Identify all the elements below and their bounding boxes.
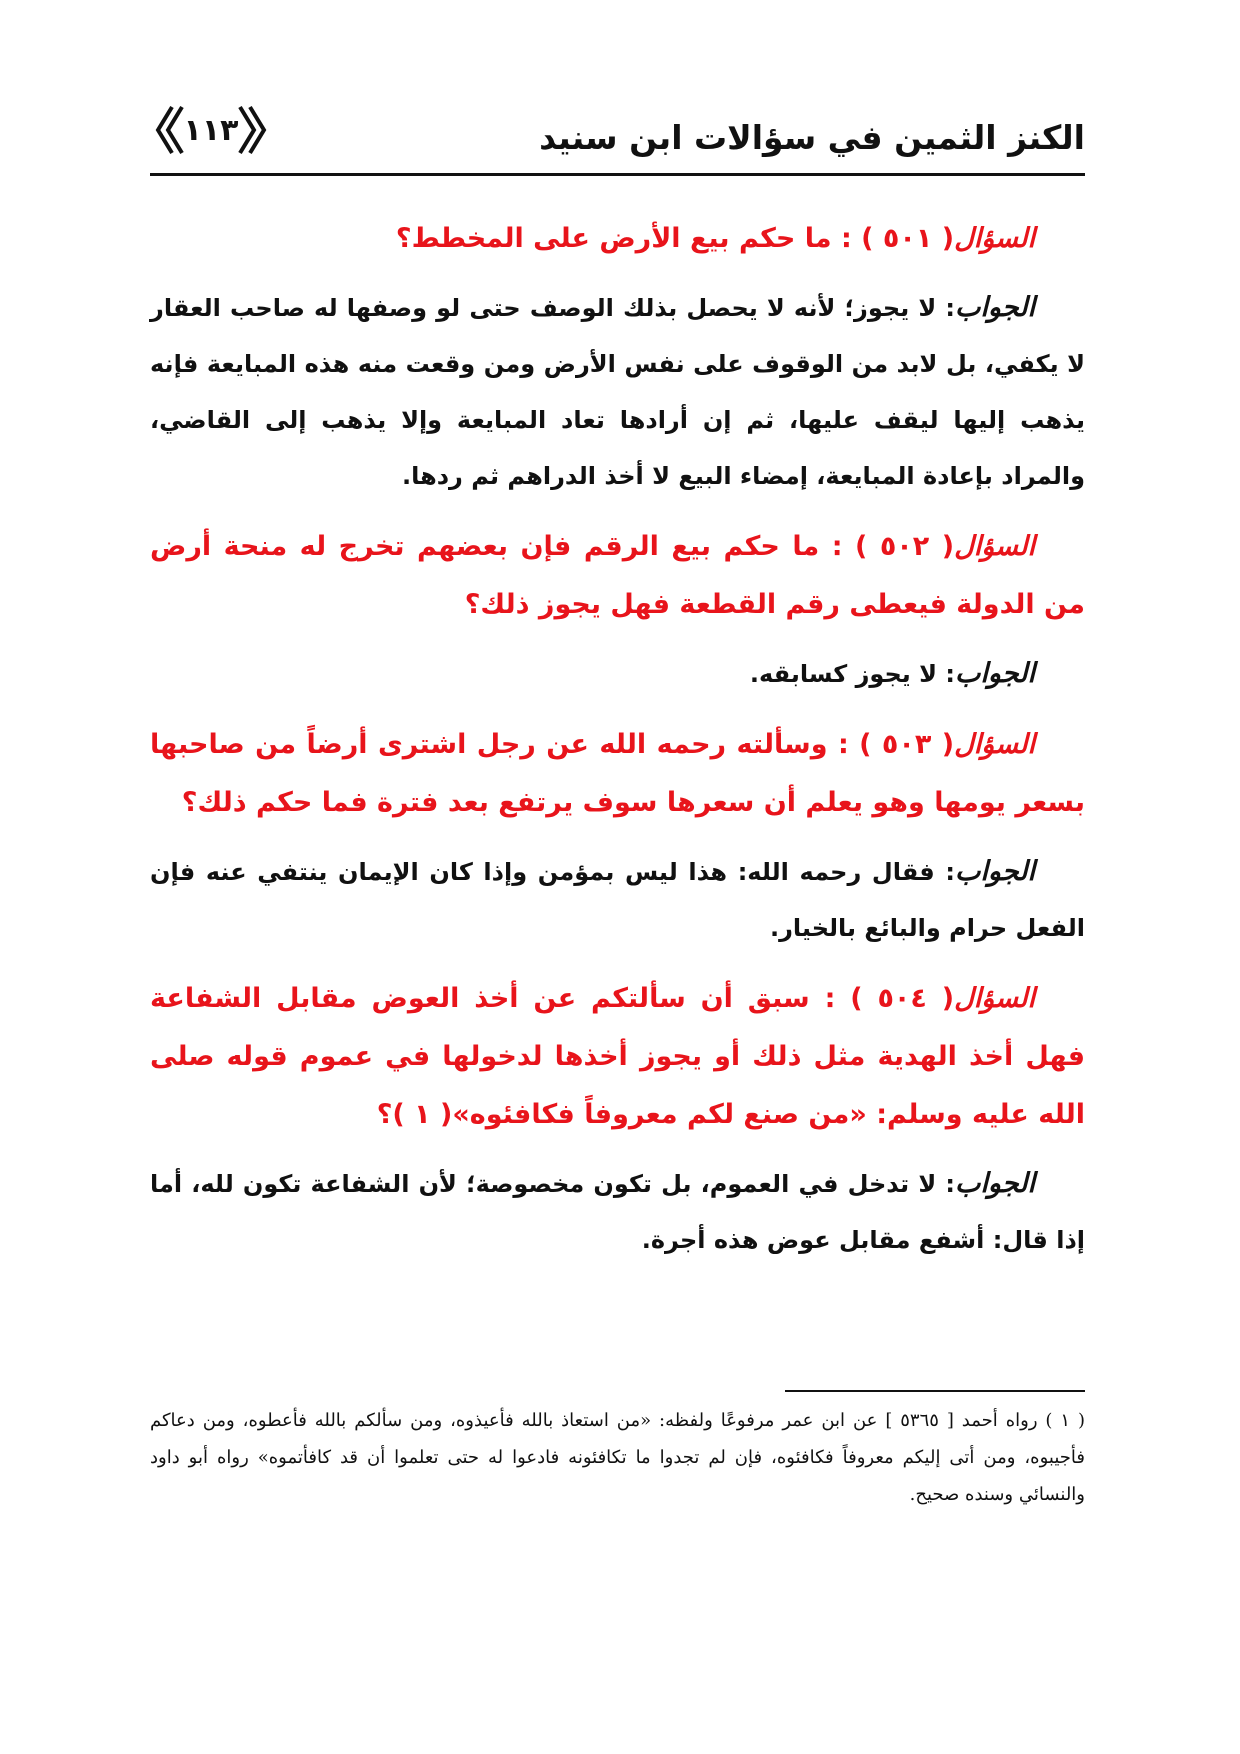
answer-label: الجواب — [954, 658, 1035, 689]
question-503 — [150, 716, 1085, 832]
question-text: وسألته رحمه الله عن رجل اشترى أرضاً من صاحبها بسعر يومها وهو يعلم أن سعرها سوف يرتفع بعد فترة فما حكم ذلك؟ — [150, 729, 1085, 818]
question-504 — [150, 970, 1085, 1144]
question-501 — [150, 210, 1085, 268]
page-header — [150, 104, 1085, 176]
question-label: السؤال — [954, 729, 1036, 760]
question-text: ما حكم بيع الأرض على المخطط؟ — [395, 223, 832, 254]
page-number: ١١٣ — [183, 112, 239, 148]
question-number: ( ٥٠٢ ) : — [831, 531, 955, 562]
question-502 — [150, 518, 1085, 634]
question-label: السؤال — [954, 531, 1035, 562]
question-label: السؤال — [954, 983, 1036, 1014]
running-book-title: الكنز الثمين في سؤالات ابن سنيد — [539, 118, 1085, 157]
answer-502 — [150, 646, 1085, 702]
answer-504 — [150, 1156, 1085, 1268]
question-number: ( ٥٠٣ ) : — [837, 729, 955, 760]
answer-label: الجواب — [954, 292, 1035, 323]
answer-501 — [150, 280, 1085, 504]
answer-text: : لا يجوز؛ لأنه لا يحصل بذلك الوصف حتى لو وصفها له صاحب العقار لا يكفي، بل لابد من الوقوف على نفس الأرض ومن وقعت منه هذه المبايعة فإنه يذهب إليها ليقف عليها، ثم إن أرادها تعاد المبايعة وإلا يذهب إلى القاضي، والمراد بإعادة المبايعة، إمضاء البيع لا أخذ الدراهم ثم ردها. — [150, 294, 1085, 490]
footnote: ( ١ ) رواه أحمد [ ٥٣٦٥ ] عن ابن عمر مرفوعًا ولفظه: «من استعاذ بالله فأعيذوه، ومن سألكم بالله فأعطوه، ومن دعاكم فأجيبوه، ومن أتى إليكم معروفاً فكافئوه، فإن لم تجدوا ما تكافئونه فادعوا له حتى تعلموا أن قد كافأتموه» رواه أبو داود والنسائي وسنده صحيح. — [150, 1410, 1086, 1505]
answer-label: الجواب — [954, 856, 1035, 887]
answer-text: : فقال رحمه الله: هذا ليس بمؤمن وإذا كان الإيمان ينتفي عنه فإن الفعل حرام والبائع بالخيار. — [150, 858, 1085, 942]
question-text: سبق أن سألتكم عن أخذ العوض مقابل الشفاعة فهل أخذ الهدية مثل ذلك أو يجوز أخذها لدخولها في عموم قوله صلى الله عليه وسلم: «من صنع لكم معروفاً فكافئوه»( ١ )؟ — [150, 983, 1085, 1130]
question-number: ( ٥٠١ ) : — [840, 223, 955, 254]
main-text — [150, 210, 1085, 1282]
answer-text: : لا تدخل في العموم، بل تكون مخصوصة؛ لأن الشفاعة تكون لله، أما إذا قال: أشفع مقابل عوض هذه أجرة. — [150, 1170, 1085, 1254]
page-number-badge — [152, 104, 270, 156]
answer-503 — [150, 844, 1085, 956]
question-text: ما حكم بيع الرقم فإن بعضهم تخرج له منحة أرض من الدولة فيعطى رقم القطعة فهل يجوز ذلك؟ — [150, 531, 1085, 620]
question-label: السؤال — [954, 223, 1035, 254]
answer-label: الجواب — [954, 1168, 1035, 1199]
header-rule — [150, 173, 1085, 176]
question-number: ( ٥٠٤ ) : — [824, 983, 955, 1014]
answer-text: : لا يجوز كسابقه. — [749, 660, 955, 688]
footnote-separator — [785, 1390, 1085, 1392]
